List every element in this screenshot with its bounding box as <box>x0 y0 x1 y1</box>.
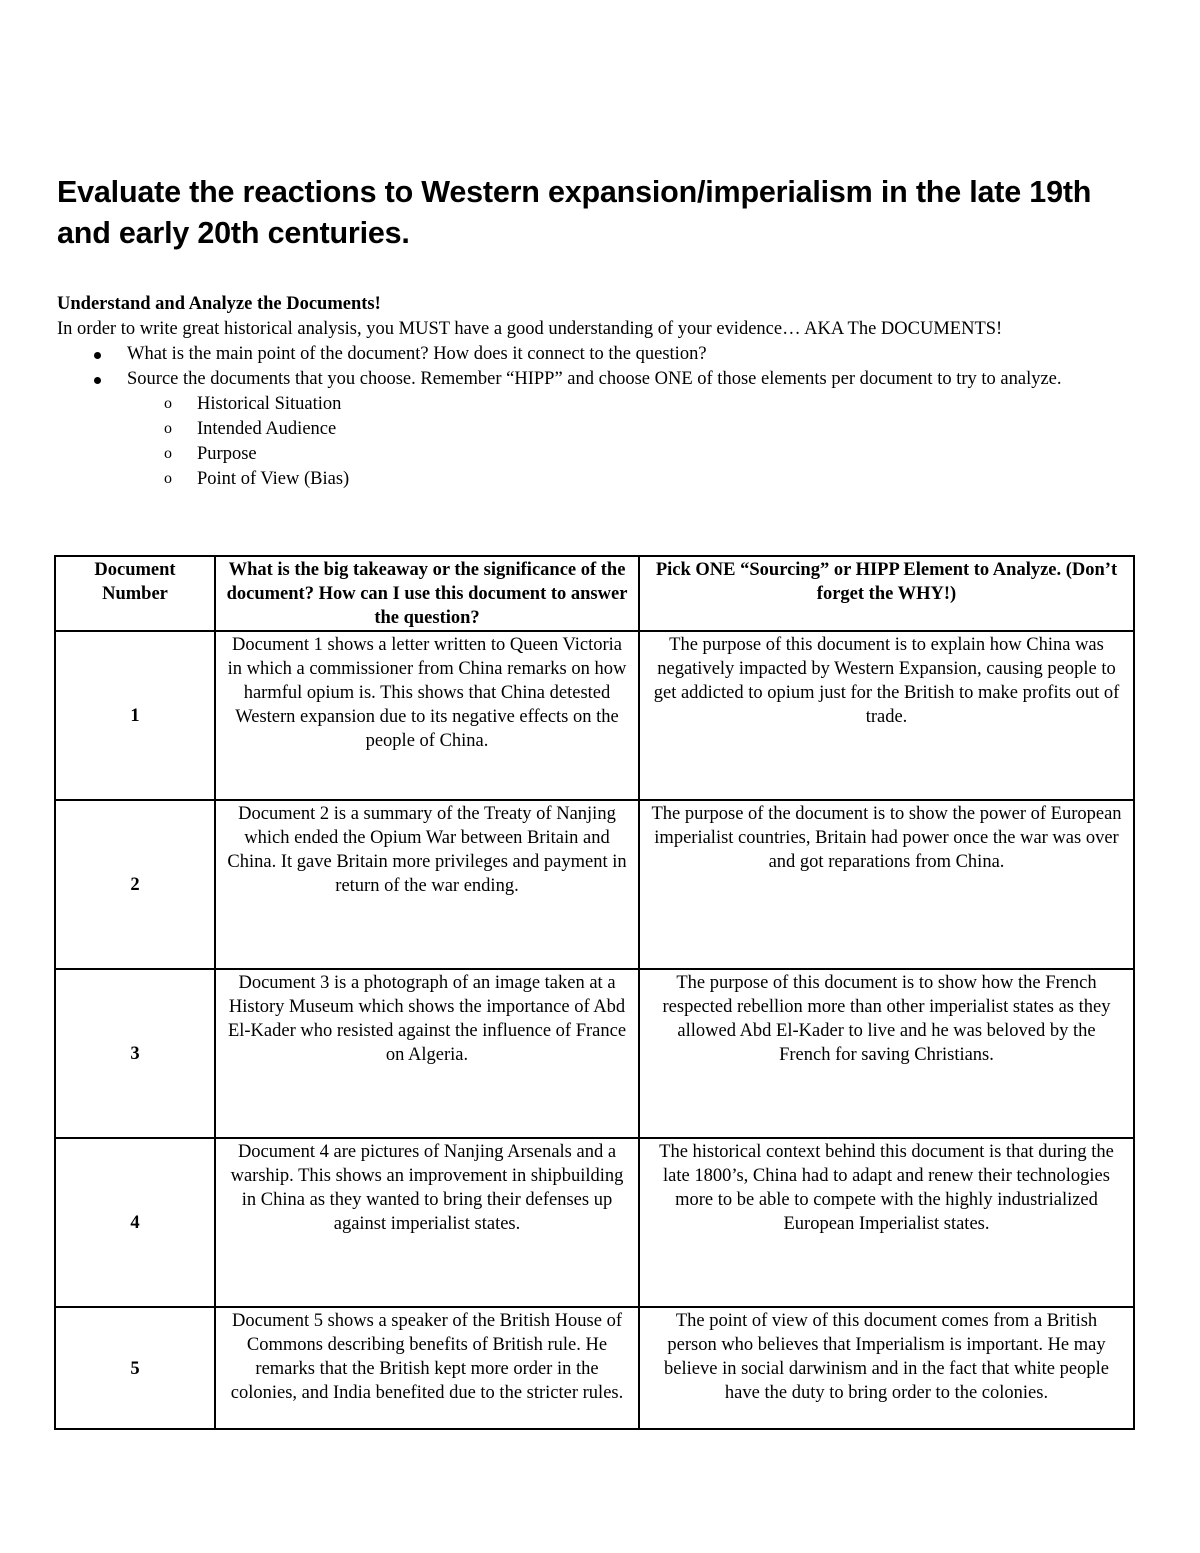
bullet-item <box>127 367 1135 492</box>
hipp-cell: The point of view of this document comes from a British person who believes that Imperialism is important. He may believe in social darwinism and in the fact that white people have the duty to bring order to the colonies. <box>639 1307 1134 1429</box>
document-number: 2 <box>55 800 215 969</box>
table-row <box>55 969 1134 1138</box>
takeaway-cell: Document 5 shows a speaker of the British House of Commons describing benefits of British rule. He remarks that the British kept more order in the colonies, and India benefited due to the stricter rules. <box>215 1307 639 1429</box>
instructions-text: In order to write great historical analysis, you MUST have a good understanding of your evidence… AKA The DOCUMENTS! <box>57 319 1003 339</box>
hipp-cell: The historical context behind this document is that during the late 1800’s, China had to adapt and renew their technologies more to be able to compete with the highly industrialized European Imperialist states. <box>639 1138 1134 1307</box>
document-number: 4 <box>55 1138 215 1307</box>
instruction-bullets <box>57 342 1135 492</box>
table-row <box>55 1307 1134 1429</box>
hipp-cell: The purpose of this document is to explain how China was negatively impacted by Western Expansion, causing people to get addicted to opium just for the British to make profits out of trade. <box>639 631 1134 800</box>
hipp-cell: The purpose of this document is to show how the French respected rebellion more than other imperialist states as they allowed Abd El-Kader to live and he was beloved by the French for saving Christians. <box>639 969 1134 1138</box>
table-header-row <box>55 556 1134 631</box>
table-row <box>55 631 1134 800</box>
hipp-item: o Historical Situation <box>197 392 1135 417</box>
document-page <box>57 172 1135 492</box>
hipp-list <box>127 392 1135 492</box>
takeaway-cell: Document 2 is a summary of the Treaty of Nanjing which ended the Opium War between Britain and China. It gave Britain more privileges and payment in return of the war ending. <box>215 800 639 969</box>
document-number: 5 <box>55 1307 215 1429</box>
header-hipp: Pick ONE “Sourcing” or HIPP Element to Analyze. (Don’t forget the WHY!) <box>639 556 1134 631</box>
bullet-item: What is the main point of the document? How does it connect to the question? <box>127 342 1135 367</box>
hipp-item: o Point of View (Bias) <box>197 467 1135 492</box>
bullet-text: Source the documents that you choose. Remember “HIPP” and choose ONE of those elements per document to try to analyze. <box>127 369 1062 389</box>
hipp-item: o Intended Audience <box>197 417 1135 442</box>
header-takeaway: What is the big takeaway or the significance of the document? How can I use this document to answer the question? <box>215 556 639 631</box>
hipp-item: o Purpose <box>197 442 1135 467</box>
instructions-heading: Understand and Analyze the Documents! <box>57 294 381 314</box>
document-number: 1 <box>55 631 215 800</box>
hipp-cell: The purpose of the document is to show the power of European imperialist countries, Britain had power once the war was over and got reparations from China. <box>639 800 1134 969</box>
takeaway-cell: Document 3 is a photograph of an image taken at a History Museum which shows the importance of Abd El-Kader who resisted against the influence of France on Algeria. <box>215 969 639 1138</box>
takeaway-cell: Document 1 shows a letter written to Queen Victoria in which a commissioner from China remarks on how harmful opium is. This shows that China detested Western expansion due to its negative effects on the people of China. <box>215 631 639 800</box>
table-row <box>55 1138 1134 1307</box>
instructions <box>57 292 1135 492</box>
header-document-number: Document Number <box>55 556 215 631</box>
takeaway-cell: Document 4 are pictures of Nanjing Arsenals and a warship. This shows an improvement in shipbuilding in China as they wanted to bring their defenses up against imperialist states. <box>215 1138 639 1307</box>
document-analysis-table <box>54 555 1135 1430</box>
table-row <box>55 800 1134 969</box>
document-number: 3 <box>55 969 215 1138</box>
page-title: Evaluate the reactions to Western expansion/imperialism in the late 19th and early 20th centuries. <box>57 175 1092 250</box>
